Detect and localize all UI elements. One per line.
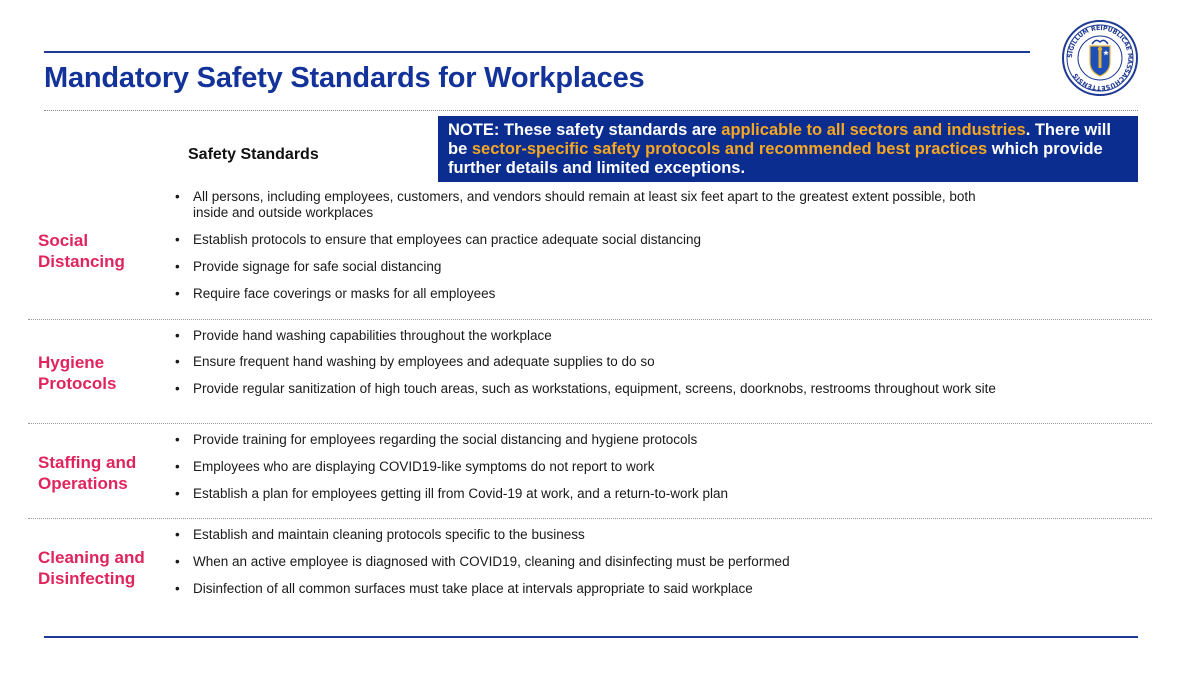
note-text-3: which provide further details and limited exceptions. [448,140,1103,177]
list-item: • Employees who are displaying COVID19-like symptoms do not report to work [174,459,1004,475]
note-highlight-2: sector-specific safety protocols and recommended best practices [471,140,988,158]
page-title: Mandatory Safety Standards for Workplaces [44,62,645,94]
section-label: Staffing and Operations [38,453,137,493]
list-item: • All persons, including employees, customers, and vendors should remain at least six feet apart to the greatest extent possible, both inside and outside workplaces [174,189,1004,221]
list-item: • Provide regular sanitization of high touch areas, such as workstations, equipment, screens, doorknobs, restrooms throughout work site [174,381,1004,397]
bullet-list [174,189,1004,302]
bullet-list [174,328,1004,397]
list-item: • When an active employee is diagnosed with COVID19, cleaning and disinfecting must be performed [174,554,1004,570]
note-callout [438,116,1138,182]
section-divider [28,319,1152,320]
list-item: • Disinfection of all common surfaces must take place at intervals appropriate to said workplace [174,581,1004,597]
list-item: • Establish protocols to ensure that employees can practice adequate social distancing [174,232,1004,248]
list-item: • Provide signage for safe social distancing [174,259,1004,275]
section-label: Cleaning and Disinfecting [38,548,145,588]
note-highlight-1: applicable to all sectors and industries [721,121,1026,139]
section-label: Social Distancing [38,231,125,271]
list-item: • Provide hand washing capabilities throughout the workplace [174,328,1004,344]
list-item: • Establish and maintain cleaning protocols specific to the business [174,527,1004,543]
list-item: • Require face coverings or masks for all employees [174,286,1004,302]
seal-text: SIGILLUM REIPUBLICAE MASSACHUSETTENSIS [1066,24,1134,92]
note-text-1: NOTE: These safety standards are [448,121,722,139]
list-item: • Ensure frequent hand washing by employees and adequate supplies to do so [174,354,1004,370]
column-header: Safety Standards [188,146,319,163]
section-divider [28,423,1152,424]
list-item: • Establish a plan for employees getting ill from Covid-19 at work, and a return-to-work plan [174,486,1004,502]
bottom-divider [44,636,1138,638]
note-text-2: . There will be [448,121,1111,158]
bullet-list [174,527,1004,597]
section-divider [28,518,1152,519]
title-divider [44,110,1138,111]
top-divider [44,51,1030,53]
bullet-list [174,432,1004,502]
state-seal-icon [1062,20,1138,96]
section-label: Hygiene Protocols [38,353,117,393]
list-item: • Provide training for employees regarding the social distancing and hygiene protocols [174,432,1004,448]
